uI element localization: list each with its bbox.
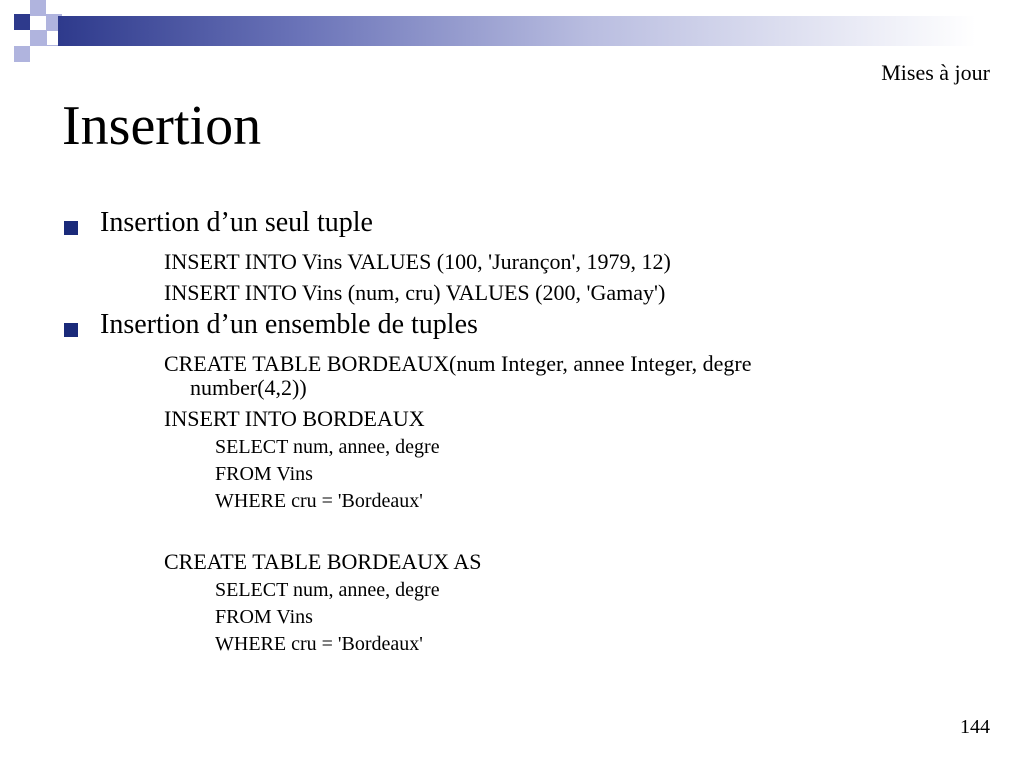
sql-line: WHERE cru = 'Bordeaux' xyxy=(215,490,423,512)
bullet-2-label: Insertion d’un ensemble de tuples xyxy=(100,309,478,340)
code-line: INSERT INTO BORDEAUX xyxy=(164,406,425,431)
sql-line: FROM Vins xyxy=(215,606,313,628)
code-line: CREATE TABLE BORDEAUX AS xyxy=(164,549,482,574)
decor-square xyxy=(30,30,46,46)
section-label: Mises à jour xyxy=(881,60,990,85)
slide-header-decoration xyxy=(0,0,1024,62)
decor-square xyxy=(14,14,30,30)
sql-line: SELECT num, annee, degre xyxy=(215,436,440,458)
bullet-1-label: Insertion d’un seul tuple xyxy=(100,207,373,238)
decor-square xyxy=(14,46,30,62)
sql-line: SELECT num, annee, degre xyxy=(215,579,440,601)
slide-title: Insertion xyxy=(62,95,262,157)
header-gradient-bar xyxy=(58,16,1024,46)
page-number: 144 xyxy=(960,716,990,738)
code-line: INSERT INTO Vins (num, cru) VALUES (200, 'Gamay') xyxy=(164,280,666,305)
code-line: INSERT INTO Vins VALUES (100, 'Jurançon', 1979, 12) xyxy=(164,249,671,274)
sql-line: FROM Vins xyxy=(215,463,313,485)
bullet-square-icon xyxy=(64,221,78,235)
code-line-create-table xyxy=(164,352,884,400)
bullet-square-icon xyxy=(64,323,78,337)
sql-line: WHERE cru = 'Bordeaux' xyxy=(215,633,423,655)
decor-square xyxy=(30,0,46,16)
code-line-continuation: number(4,2)) xyxy=(190,375,307,400)
code-line: CREATE TABLE BORDEAUX(num Integer, annee Integer, degre xyxy=(164,351,752,376)
